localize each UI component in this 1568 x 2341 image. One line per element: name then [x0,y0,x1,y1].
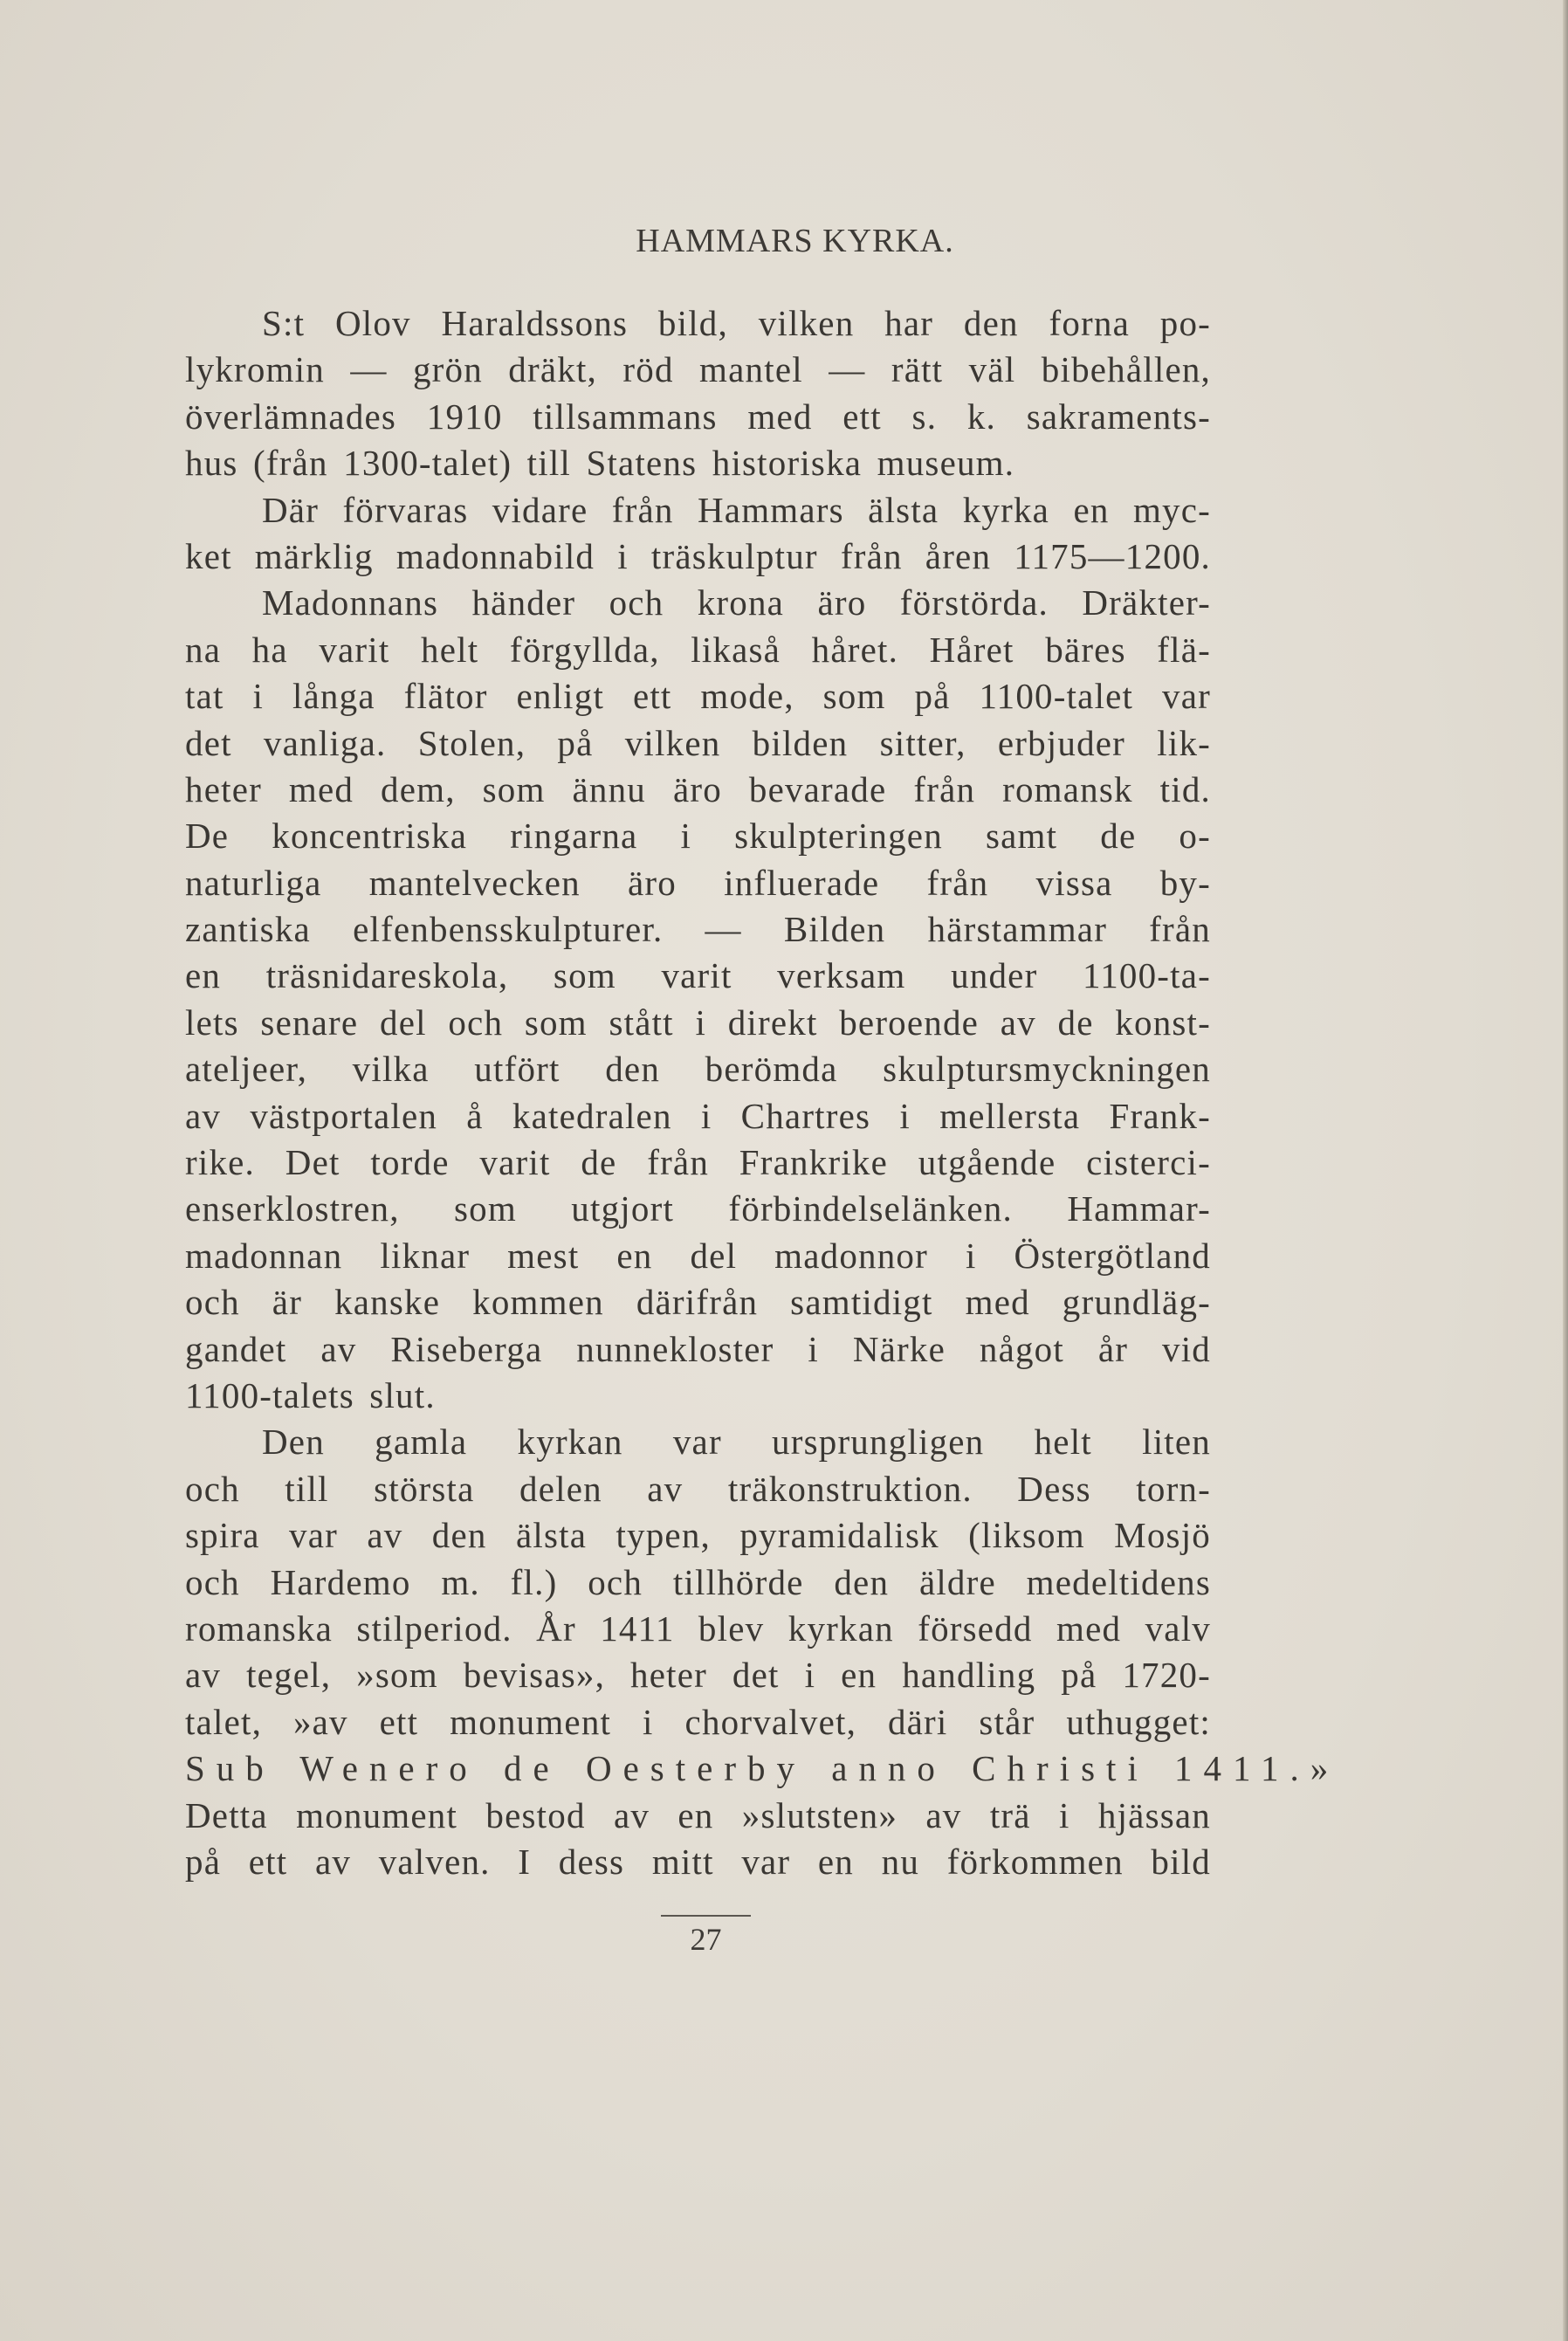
text-line: av tegel, »som bevisas», heter det i en handling på 1720- [185,1655,1211,1696]
text-line: Där förvaras vidare från Hammars älsta kyrka en myc- [262,489,1211,530]
text-line: madonnan liknar mest en del madonnor i Östergötland [185,1235,1211,1276]
text-line: ket märklig madonnabild i träskulptur från åren 1175—1200. [185,535,1211,576]
text-line: Den gamla kyrkan var ursprungligen helt liten [262,1422,1211,1463]
text-line: ateljeer, vilka utfört den berömda skulptursmyckningen [185,1049,1211,1090]
page-edge [1563,0,1568,2341]
text-line: talet, »av ett monument i chorvalvet, däri står uthugget: [185,1701,1211,1742]
body-text [185,300,1340,1885]
text-line: och till största delen av träkonstruktion. Dess torn- [185,1468,1211,1509]
text-line: tat i långa flätor enligt ett mode, som på 1100-talet var [185,676,1211,717]
text-line: hus (från 1300-talet) till Statens historiska museum. [185,443,1015,484]
folio-rule [661,1915,751,1917]
text-line: och Hardemo m. fl.) och tillhörde den äldre medeltidens [185,1561,1211,1602]
text-line: spira var av den älsta typen, pyramidalisk (liksom Mosjö [185,1515,1211,1556]
text-line: Detta monument bestod av en »slutsten» av trä i hjässan [185,1794,1211,1835]
text-line: rike. Det torde varit de från Frankrike utgående cisterci- [185,1142,1211,1183]
spaced-inscription-line: Sub Wenero de Oesterby anno Christi 1411.» [185,1748,1340,1789]
text-line: zantiska elfenbensskulpturer. — Bilden härstammar från [185,909,1211,950]
text-line: Madonnans händer och krona äro förstörda. Dräkter- [262,582,1211,623]
text-line: S:t Olov Haraldssons bild, vilken har den forna po- [262,303,1211,343]
text-line: na ha varit helt förgyllda, likaså håret. Håret bäres flä- [185,629,1211,670]
text-line: enserklostren, som utgjort förbindelselänken. Hammar- [185,1188,1211,1229]
text-line: av västportalen å katedralen i Chartres i mellersta Frank- [185,1095,1211,1136]
text-line: lets senare del och som stått i direkt beroende av de konst- [185,1002,1211,1043]
text-line: gandet av Riseberga nunnekloster i Närke något år vid [185,1328,1211,1369]
text-line: på ett av valven. I dess mitt var en nu förkommen bild [185,1841,1211,1882]
text-line: romanska stilperiod. År 1411 blev kyrkan försedd med valv [185,1608,1211,1649]
text-line: 1100-talets slut. [185,1374,436,1415]
text-line: överlämnades 1910 tillsammans med ett s. k. sakraments- [185,396,1211,437]
text-line: det vanliga. Stolen, på vilken bilden sitter, erbjuder lik- [185,722,1211,763]
running-head: HAMMARS KYRKA. [636,223,954,259]
text-line: en träsnidareskola, som varit verksam under 1100-ta- [185,955,1211,996]
text-line: och är kanske kommen därifrån samtidigt med grundläg- [185,1282,1211,1323]
text-line: De koncentriska ringarna i skulpteringen samt de o- [185,816,1211,857]
text-line: naturliga mantelvecken äro influerade från vissa by- [185,862,1211,903]
text-line: lykromin — grön dräkt, röd mantel — rätt väl bibehållen, [185,349,1211,390]
page-number: 27 [690,1922,722,1957]
text-line: heter med dem, som ännu äro bevarade från romansk tid. [185,768,1211,809]
